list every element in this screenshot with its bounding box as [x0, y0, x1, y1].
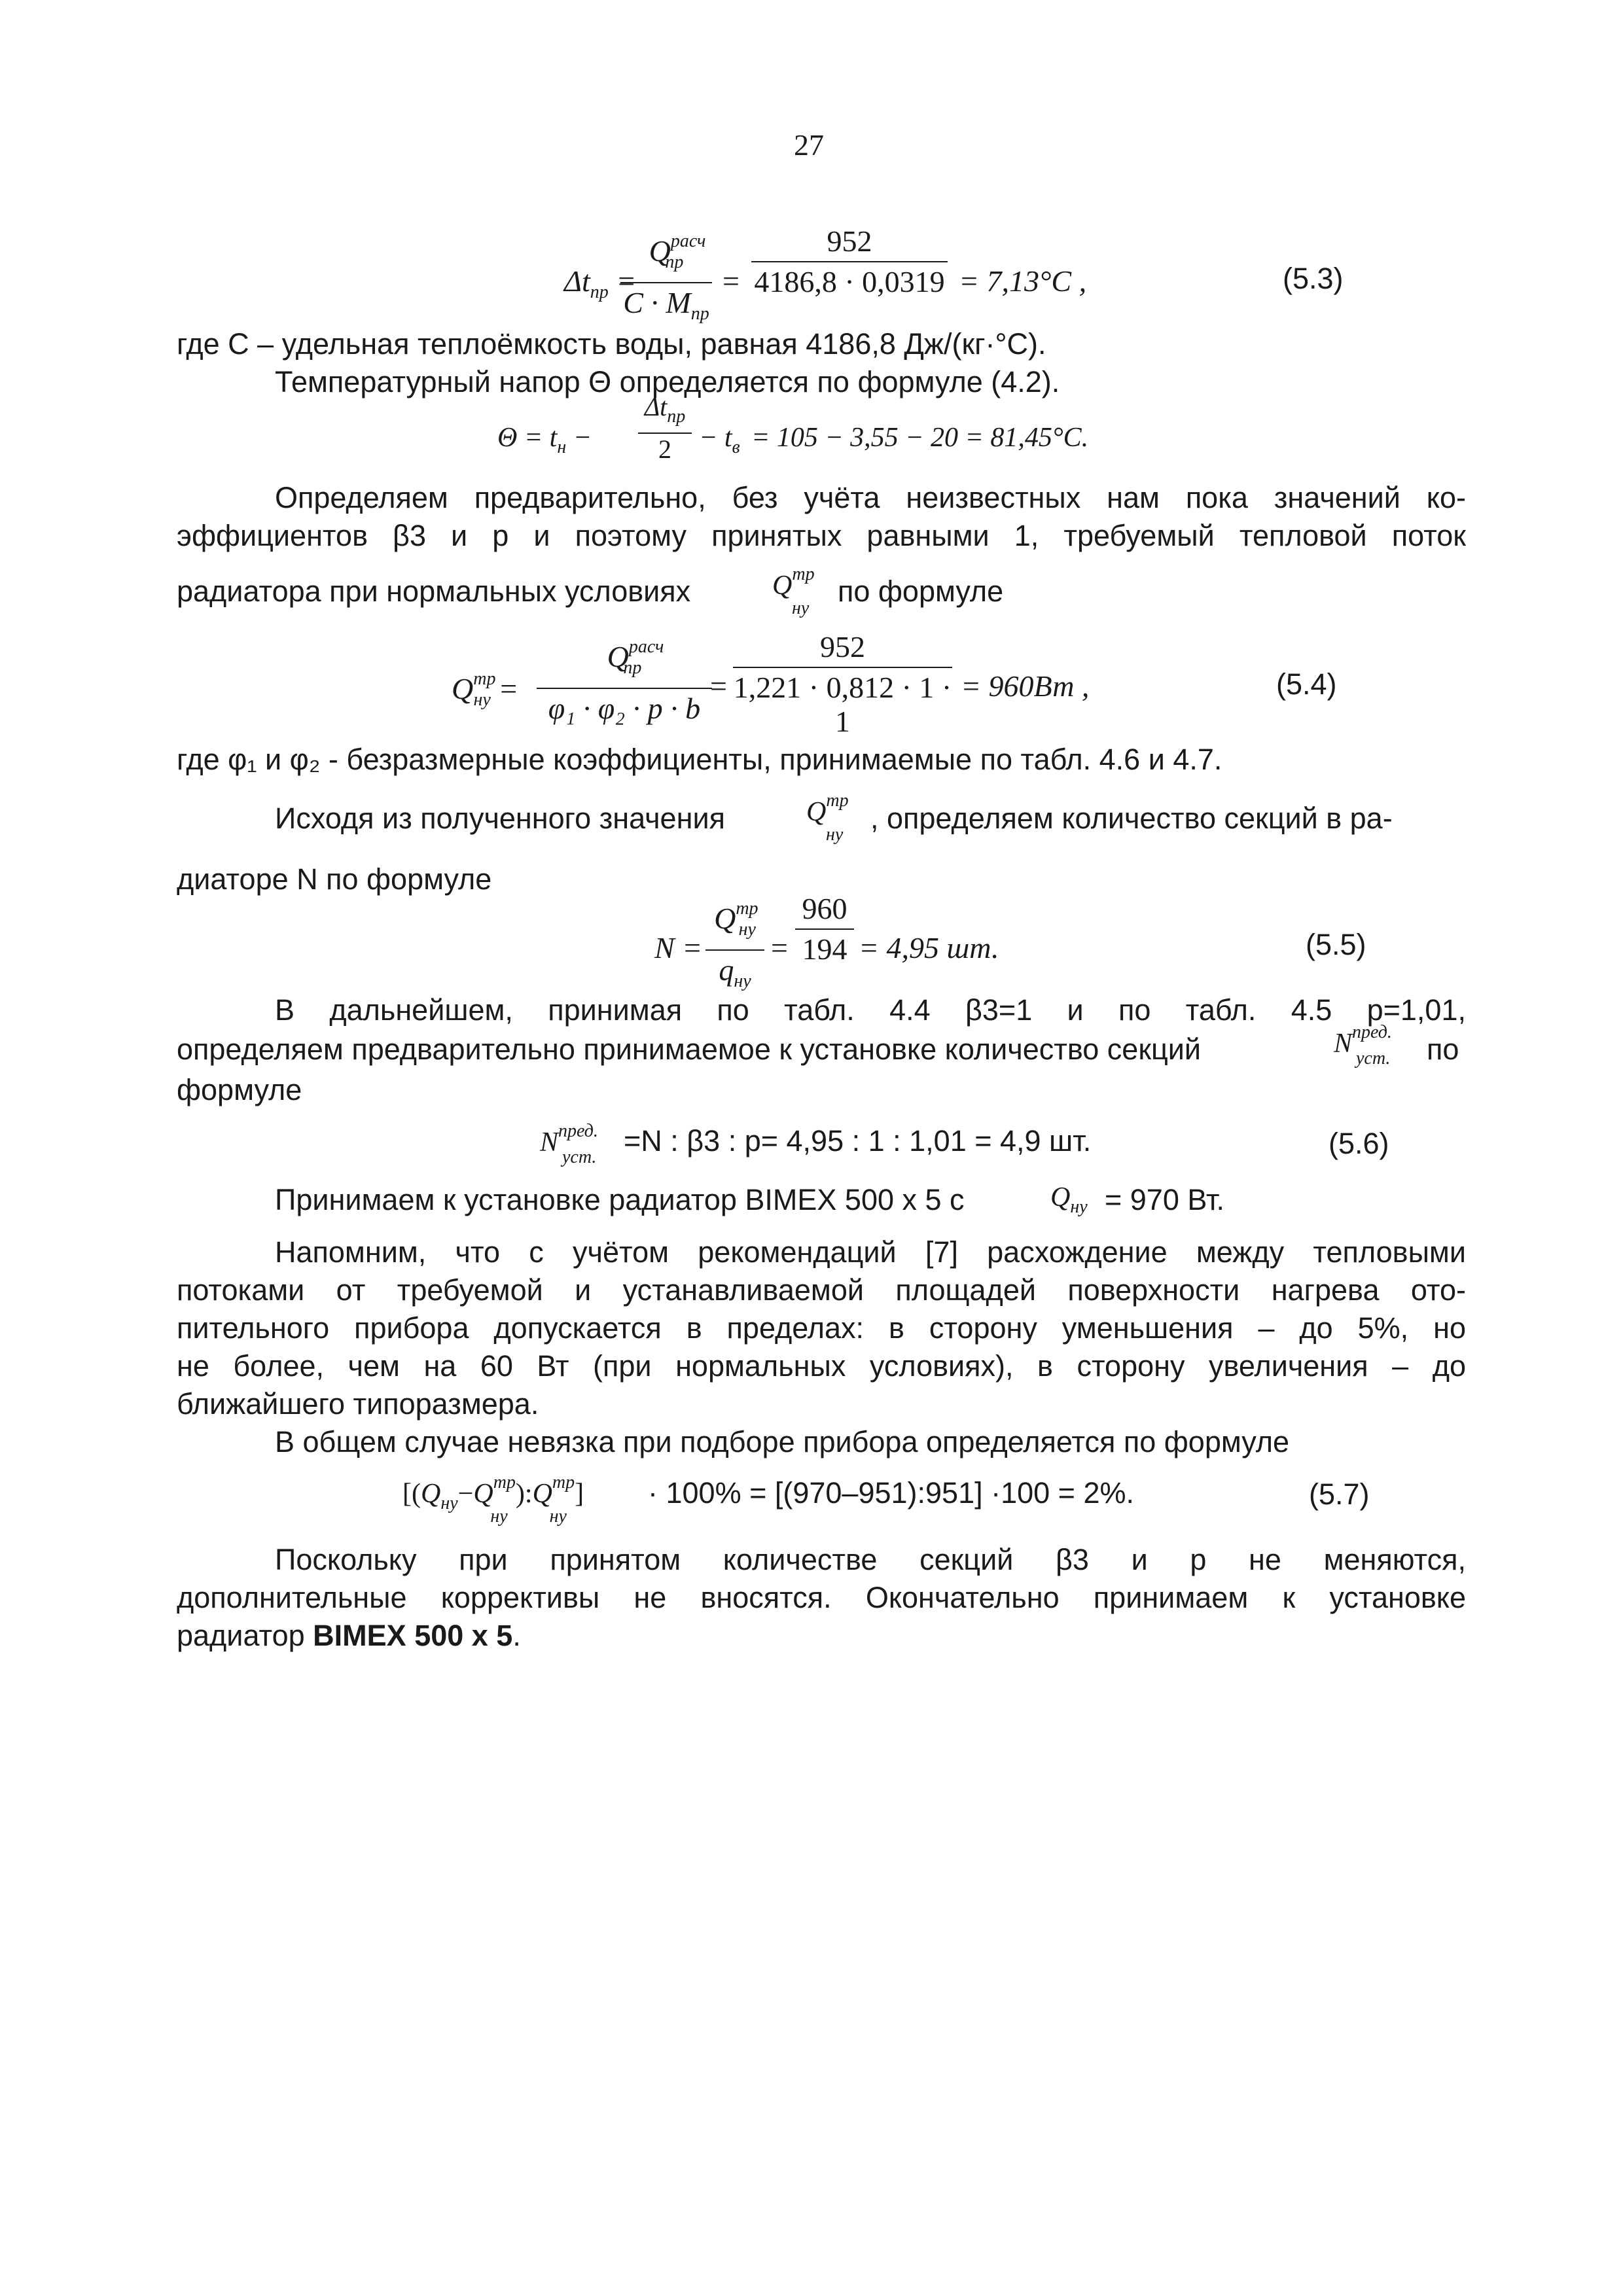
- formula-bracket-expression: [($Q_{ну}-Q^{тр}$ ну )$:Q^{тр}$ ну ]: [402, 1472, 584, 1527]
- symbol-q-nu: $Q^{тр}$ ну: [806, 790, 849, 845]
- formula-result: = 960Вт ,: [961, 669, 1090, 703]
- formula-result: = 7,13°C ,: [959, 264, 1087, 298]
- text-line: по формуле: [838, 574, 1004, 608]
- equation-number: (5.7): [1309, 1477, 1370, 1511]
- text-line: определяем предварительно принимаемое к установке количество секций: [177, 1033, 1202, 1066]
- equation-number: (5.4): [1276, 667, 1337, 701]
- text-line: где С – удельная теплоёмкость воды, равная 4186,8 Дж/(кг·°С).: [177, 327, 1046, 361]
- page-number: 27: [794, 128, 824, 162]
- formula-result: = 105 − 3,55 − 20 = 81,45°C.: [751, 423, 1089, 453]
- formula-fraction: 960 194: [795, 892, 854, 966]
- text-line: потоками от требуемой и устанавливаемой площадей поверхности нагрева ото-: [177, 1273, 1466, 1307]
- equation-number: (5.5): [1306, 928, 1366, 961]
- formula-fraction: $Q^{тр}_{ну}$ $q_{ну}$: [705, 892, 764, 998]
- equation-number: (5.6): [1329, 1127, 1389, 1160]
- symbol-n-ust: $N^{пред.}$ уст.: [1334, 1022, 1392, 1069]
- symbol-n-ust: $N^{пред.}$ уст.: [540, 1121, 598, 1167]
- text-line: дополнительные коррективы не вносятся. Окончательно принимаем к установке: [177, 1581, 1466, 1614]
- text-line: Температурный напор Θ определяется по формуле (4.2).: [275, 365, 1060, 398]
- text-line: Принимаем к установке радиатор BIMEX 500 х 5 с: [275, 1183, 965, 1216]
- text-line: ближайшего типоразмера.: [177, 1387, 539, 1421]
- symbol-q-nu-plain: $Q_{ну}$: [1050, 1182, 1088, 1217]
- text-line: = 970 Вт.: [1105, 1183, 1225, 1216]
- formula-fraction: $\Delta t_{пр}$ 2: [638, 393, 692, 464]
- formula-lhs: N =: [654, 931, 703, 964]
- text-line: где φ₁ и φ₂ - безразмерные коэффициенты, принимаемые по табл. 4.6 и 4.7.: [177, 743, 1222, 776]
- text-line: эффициентов β3 и p и поэтому принятых равными 1, требуемый тепловой поток: [177, 519, 1466, 552]
- formula-text: =N : β3 : p= 4,95 : 1 : 1,01 = 4,9 шт.: [624, 1124, 1092, 1157]
- formula-lhs: $Q^{тр}_{ну}$ =: [452, 669, 519, 710]
- text-line: , определяем количество секций в ра-: [870, 802, 1393, 835]
- text-line: Определяем предварительно, без учёта неизвестных нам пока значений ко-: [275, 481, 1466, 514]
- text-line: диаторе N по формуле: [177, 862, 492, 896]
- text-line: Напомним, что с учётом рекомендаций [7] расхождение между тепловыми: [275, 1235, 1466, 1269]
- radiator-model: BIMEX 500 х 5: [313, 1619, 513, 1652]
- equation-number: (5.3): [1283, 262, 1344, 295]
- text-line: Поскольку при принятом количестве секций β3 и p не меняются,: [275, 1543, 1466, 1576]
- text-line: не более, чем на 60 Вт (при нормальных условиях), в сторону увеличения – до: [177, 1349, 1466, 1383]
- text-line: В дальнейшем, принимая по табл. 4.4 β3=1 и по табл. 4.5 p=1,01,: [275, 993, 1466, 1027]
- text-line: Исходя из полученного значения: [275, 802, 725, 835]
- formula-fraction: $Q^{расч}_{пр}$ φ₁ · φ₂ · p · b: [537, 630, 712, 726]
- formula-result: = 4,95 шт.: [859, 931, 999, 964]
- formula-fraction: $Q^{расч}_{пр}$ $C \cdot M_{пр}$: [620, 224, 712, 331]
- text-line: пительного прибора допускается в пределах: в сторону уменьшения – до 5%, но: [177, 1311, 1466, 1345]
- text-line: радиатора при нормальных условиях: [177, 574, 691, 608]
- text-line: радиатор BIMEX 500 х 5.: [177, 1619, 521, 1652]
- formula-fraction: 952 4186,8 · 0,0319: [751, 224, 948, 299]
- text-line: В общем случае невязка при подборе прибора определяется по формуле: [275, 1425, 1290, 1458]
- symbol-q-nu: $Q^{тр}$ ну: [772, 564, 815, 618]
- formula-text: · 100% = [(970–951):951] ·100 = 2%.: [648, 1476, 1135, 1510]
- formula-lhs: $\Delta t_{пр}$ =: [564, 264, 637, 302]
- text-line: формуле: [177, 1073, 302, 1106]
- text-line: по: [1427, 1033, 1459, 1066]
- formula-fraction: 952 1,221 · 0,812 · 1 · 1: [733, 630, 952, 738]
